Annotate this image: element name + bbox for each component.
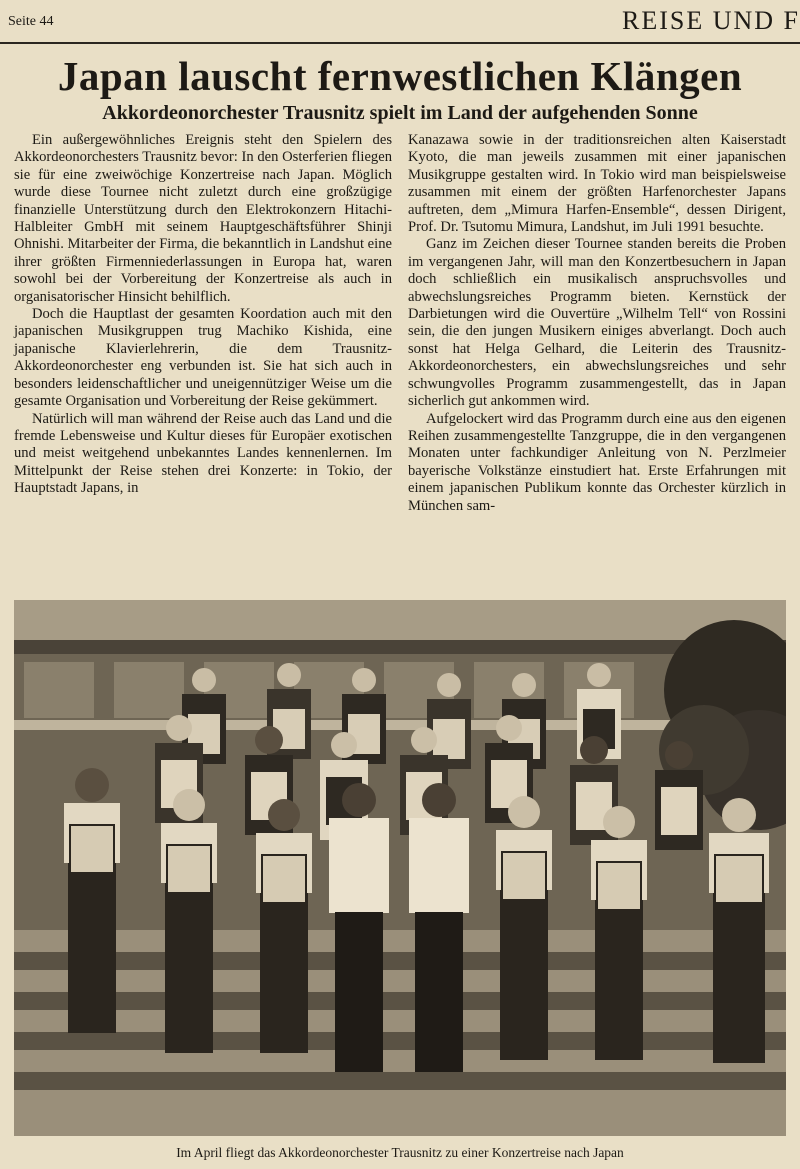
group-photo-image (14, 600, 786, 1136)
article-subheadline: Akkordeonorchester Trausnitz spielt im Land der aufgehenden Sonne (102, 102, 698, 124)
photo-caption: Im April fliegt das Akkordeonorchester Trausnitz zu einer Konzertreise nach Japan (176, 1145, 624, 1160)
page-number: Seite 44 (8, 14, 54, 29)
paragraph: Ganz im Zeichen dieser Tournee standen bereits die Proben im vergangenen Jahr, will man den Konzertbesuchern in Japan doch schließlich ein musikalisch anspruchsvolles und abwechslungsreiches Programm bieten. Kernstück der Darbietungen wird die Ouvertüre „Wilhelm Tell“ von Rossini sein, die den jungen Musikern einiges abverlangt. Doch auch sonst hat Helga Gelhard, die Leiterin des Trausnitz-Akkordeonorchesters, ein abwechslungsreiches und sehr schwungvolles Programm zusammengestellt, das in Japan sicherlich gut ankommen wird. (408, 236, 786, 410)
group-photo (14, 600, 786, 1136)
paragraph: Doch die Hauptlast der gesamten Koordation auch mit den japanischen Musikgruppen trug Machiko Kishida, eine japanische Klavierlehrerin, die dem Trausnitz-Akkordeonorchester eng verbunden ist. Sie hat sich auch in besonders leidenschaftlicher und uneigennütziger Weise um die gesamte Organisation und Vorbereitung der Reise gekümmert. (14, 306, 392, 410)
section-title: REISE UND F (621, 6, 800, 35)
paragraph: Aufgelockert wird das Programm durch eine aus den eigenen Reihen zusammengestellte Tanzgruppe, die in den vergangenen Monaten unter fachkundiger Anleitung von N. Perzlmeier bayerische Volkstänze einstudiert hat. Erste Erfahrungen mit einem japanischen Publikum konnte das Orchester kürzlich in München sam- (408, 410, 786, 514)
page-header (0, 0, 800, 44)
article-column-right (408, 132, 786, 515)
paragraph: Natürlich will man während der Reise auch das Land und die fremde Lebensweise und Kultur dieses für Europäer exotischen und meist weitgehend unbekanntes Landes kennenlernen. Im Mittelpunkt der Reise stehen drei Konzerte: in Tokio, der Hauptstadt Japans, in (14, 410, 392, 497)
paragraph: Kanazawa sowie in der traditionsreichen alten Kaiserstadt Kyoto, die man jeweils zusammen mit einer japanischen Musikgruppe gestalten wird. In Tokio wird man beispielsweise zusammen mit einem der größten Harfenorchester Japans auftreten, dem „Mimura Harfen-Ensemble“, dessen Dirigent, Prof. Dr. Tsutomu Mimura, Landshut, im Juli 1991 besuchte. (408, 132, 786, 236)
paragraph: Ein außergewöhnliches Ereignis steht den Spielern des Akkordeonorchesters Trausnitz bevor: In den Osterferien fliegen sie für eine zweiwöchige Konzertreise nach Japan. Möglich wurde diese Tournee nicht zuletzt durch eine großzügige finanzielle Unterstützung durch den Elektrokonzern Hitachi-Halbleiter GmbH mit seinem Hauptgeschäftsführer Shinji Ohnishi. Mitarbeiter der Firma, die bekanntlich in Landshut eine ihrer größten Firmenniederlassungen in Europa hat, waren sowohl bei der Vorbereitung der Konzertreise als auch in organisatorischer Hinsicht behilflich. (14, 132, 392, 305)
article-column-left (14, 132, 392, 498)
article-headline: Japan lauscht fernwestlichen Klängen (57, 53, 743, 99)
